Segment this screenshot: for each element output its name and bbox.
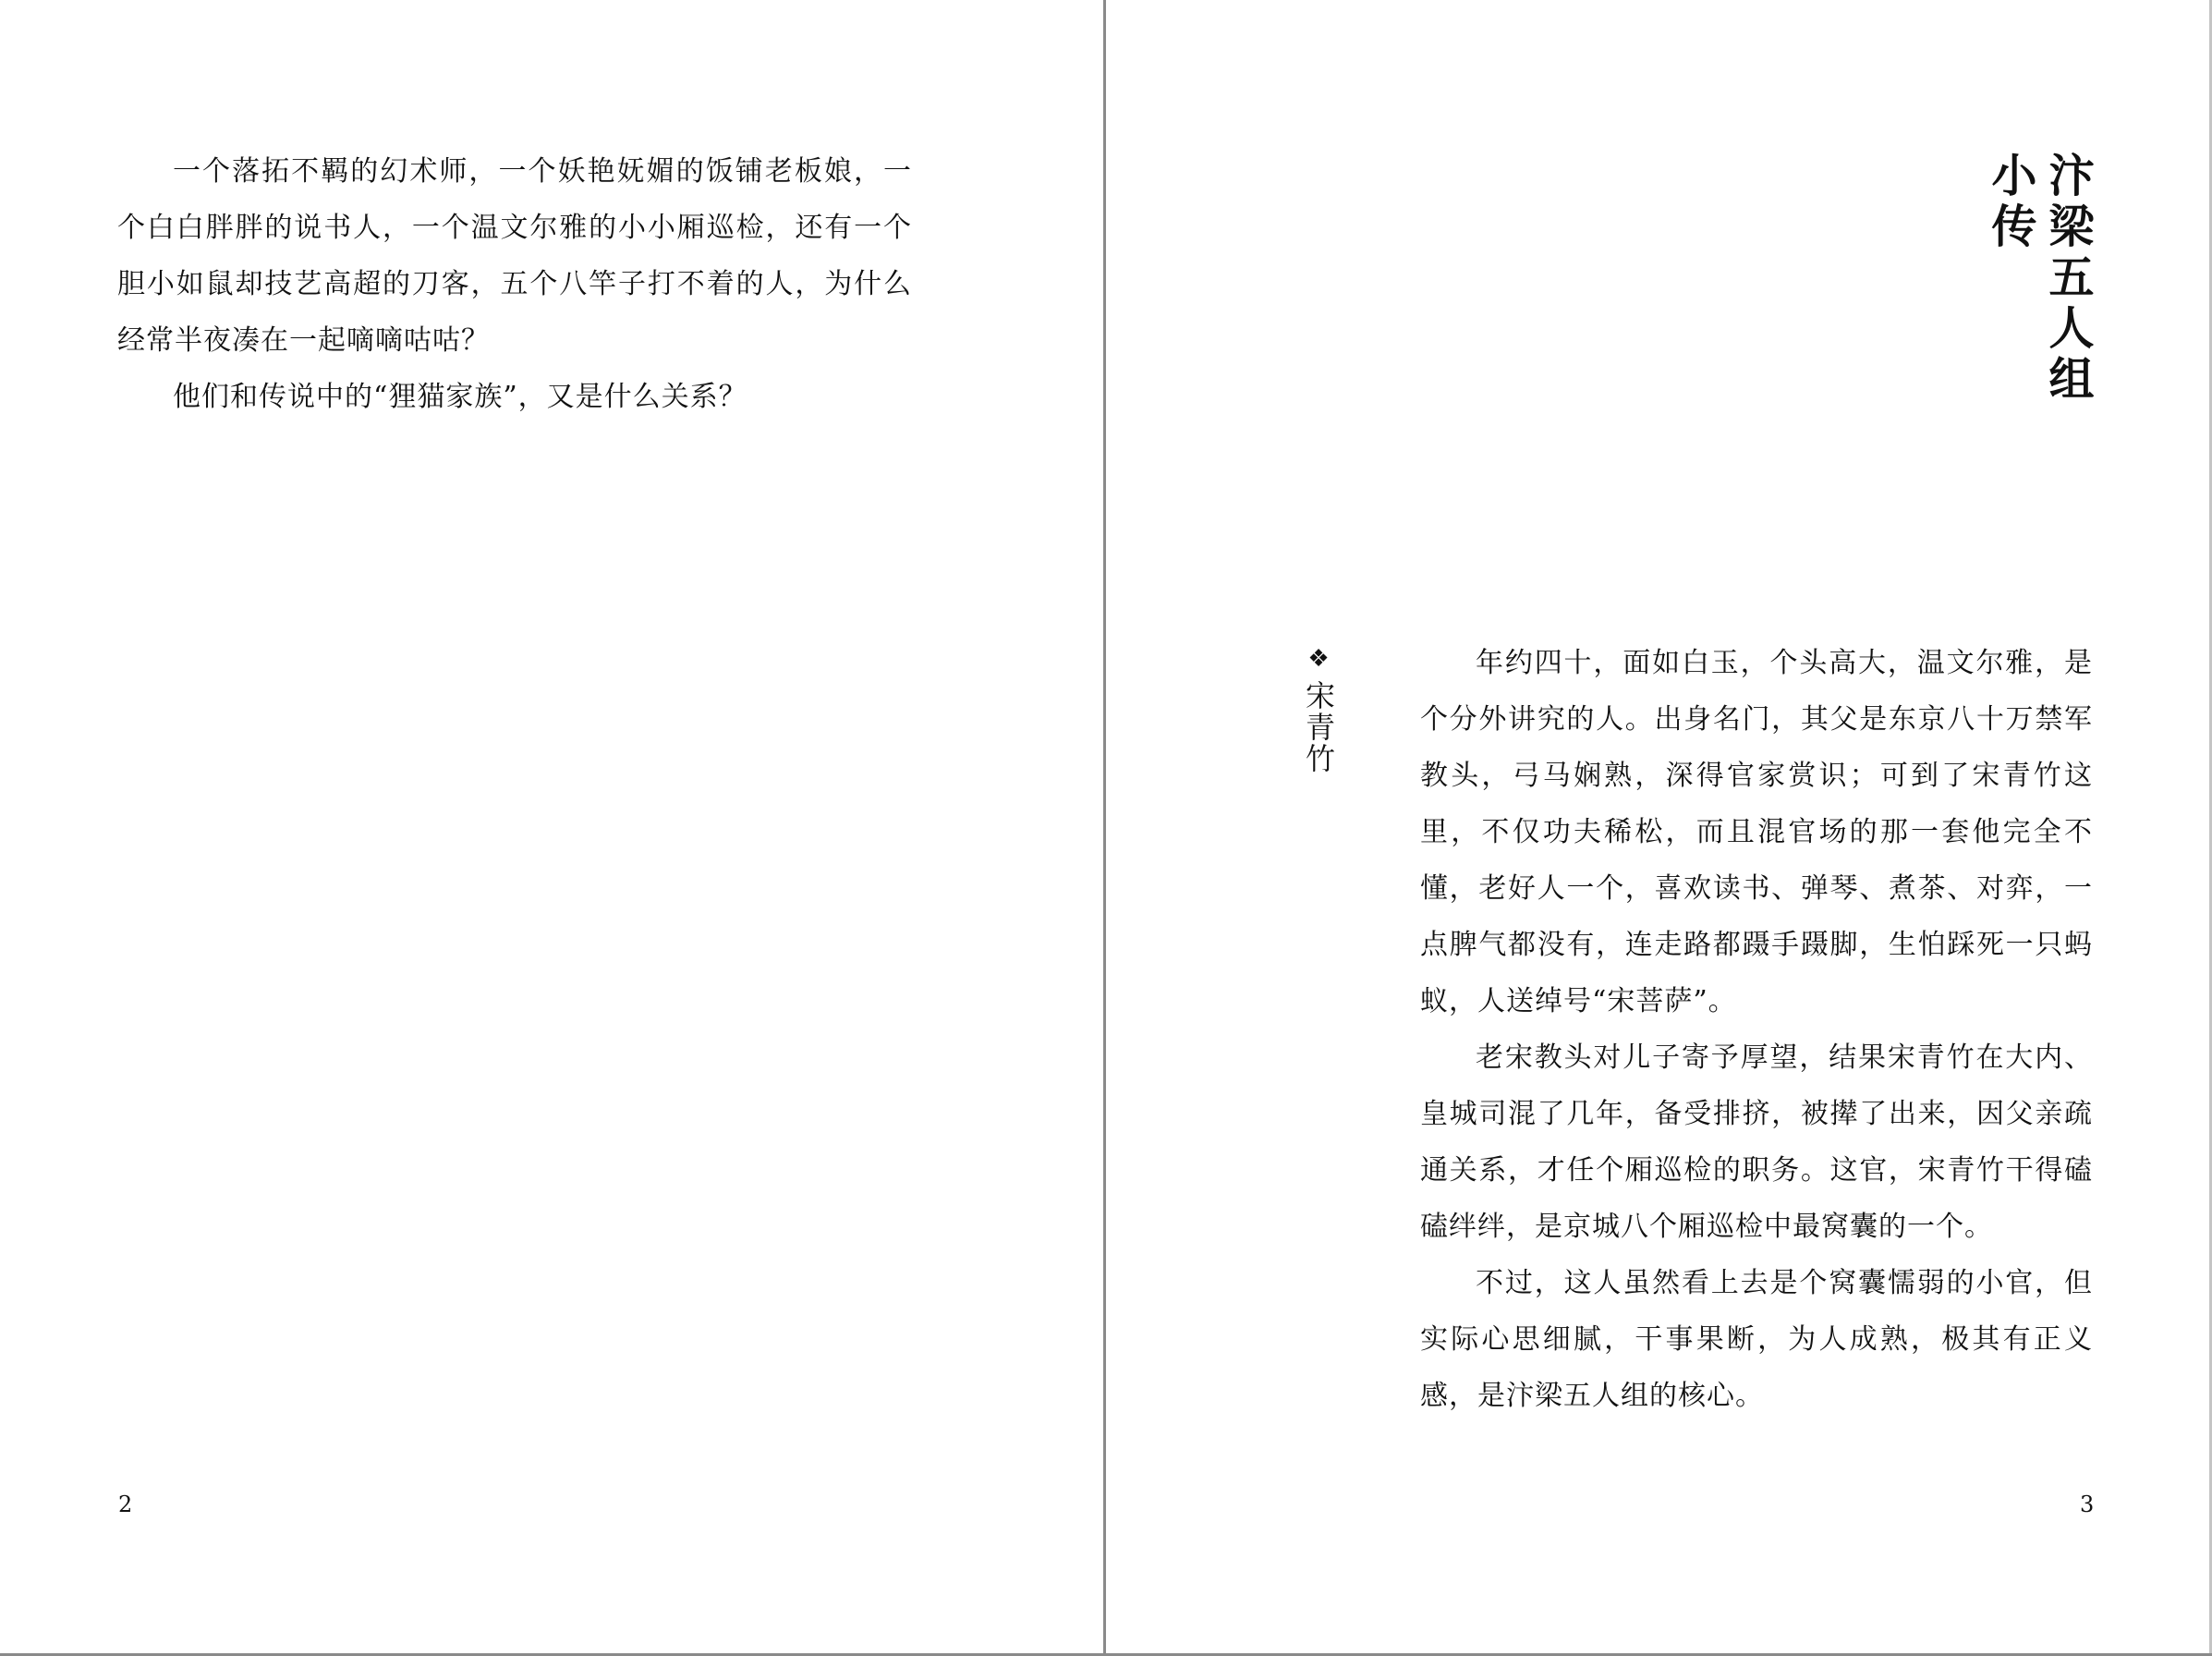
character-name: 宋青竹 [1301,680,1336,774]
chapter-title-line-1: 汴梁五人组 [2042,152,2096,406]
right-paragraph-3: 不过，这人虽然看上去是个窝囊懦弱的小官，但实际心思细腻，干事果断，为人成熟，极其有正义感，是汴梁五人组的核心。 [1420,1267,2093,1412]
page-number-right: 3 [2080,1492,2095,1517]
right-page-body [1420,635,2093,1424]
right-paragraph-2: 老宋教头对儿子寄予厚望，结果宋青竹在大内、皇城司混了几年，备受排挤，被撵了出来，因父亲疏通关系，才任个厢巡检的职务。这官，宋青竹干得磕磕绊绊，是京城八个厢巡检中最窝囊的一个。 [1420,1041,2093,1243]
left-paragraph-1: 一个落拓不羁的幻术师，一个妖艳妩媚的饭铺老板娘，一个白白胖胖的说书人，一个温文尔雅的小小厢巡检，还有一个胆小如鼠却技艺高超的刀客，五个八竿子打不着的人，为什么经常半夜凑在一起嘀嘀咕咕？ [117,155,912,357]
page-number-left: 2 [118,1492,133,1517]
chapter-title-line-2: 小传 [1985,152,2038,253]
left-page [0,0,1103,1652]
left-paragraph-2: 他们和传说中的“狸猫家族”，又是什么关系？ [173,381,747,413]
chapter-title [1983,152,2097,429]
left-page-body [117,143,912,425]
diamond-ornament-icon: ❖ [1307,645,1330,673]
right-paragraph-1: 年约四十，面如白玉，个头高大，温文尔雅，是个分外讲究的人。出身名门，其父是东京八十万禁军教头，弓马娴熟，深得官家赏识；可到了宋青竹这里，不仅功夫稀松，而且混官场的那一套他完全不懂，老好人一个，喜欢读书、弹琴、煮茶、对弈，一点脾气都没有，连走路都蹑手蹑脚，生怕踩死一只蚂蚁，人送绰号“宋菩萨”。 [1420,647,2093,1017]
